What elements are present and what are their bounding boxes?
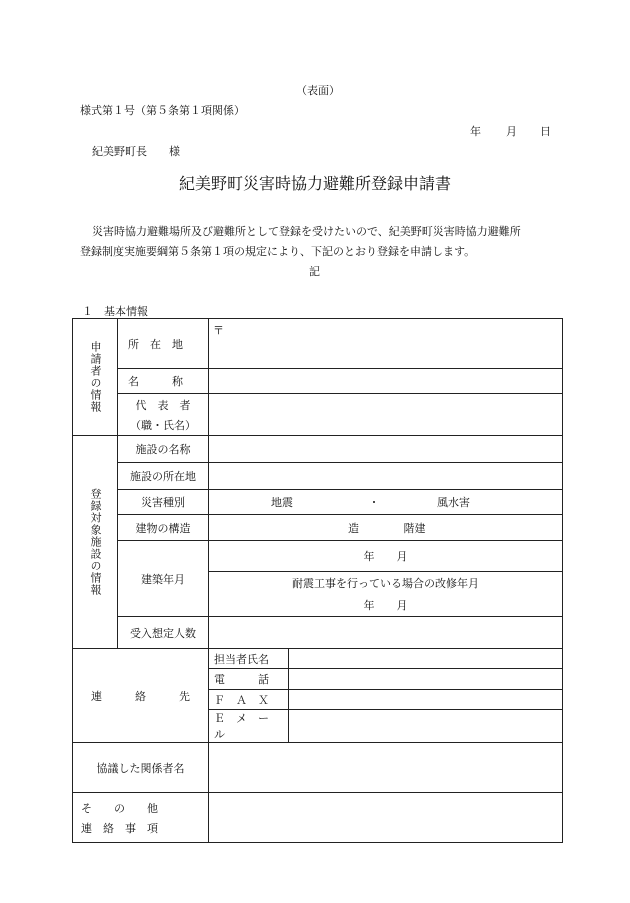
name-label: 名 称: [128, 375, 183, 388]
retrofit-note: 耐震工事を行っている場合の改修年月: [292, 577, 479, 590]
disaster-separator: ・: [368, 496, 380, 509]
contact-person-label: 担当者氏名: [209, 649, 289, 669]
row-capacity: [73, 617, 563, 649]
postal-mark: 〒: [213, 324, 224, 337]
body-line-1: 災害時協力避難場所及び避難所として登録を受けたいので、紀美野町災害時協力避難所: [92, 225, 521, 238]
address-field[interactable]: [209, 319, 563, 369]
basic-info-table: [72, 318, 563, 843]
built-year-field[interactable]: [209, 541, 563, 572]
row-contact-person: [73, 649, 563, 669]
contact-phone-label: 電 話: [209, 669, 289, 690]
capacity-field[interactable]: [209, 617, 563, 649]
other-label-line2: 連 絡 事 項: [81, 821, 158, 835]
structure-mid: 造: [348, 521, 359, 535]
structure-field[interactable]: [209, 515, 563, 541]
ki-label: 記: [309, 265, 320, 278]
address-label: 所 在 地: [128, 337, 183, 351]
structure-end: 階建: [403, 521, 426, 535]
contact-group-label: 連 絡 先: [73, 649, 209, 743]
contact-fax-field[interactable]: [289, 690, 563, 710]
section-heading: １ 基本情報: [82, 305, 148, 318]
document-title: 紀美野町災害時協力避難所登録申請書: [178, 174, 451, 193]
facility-group-label: 登録対象施設の情報: [89, 488, 102, 596]
disaster-type-field[interactable]: [209, 490, 563, 515]
rep-sub-label: （職・氏名）: [130, 418, 196, 432]
built-year-value: 年 月: [363, 550, 408, 563]
body-line-2: 登録制度実施要綱第５条第１項の規定により、下記のとおり登録を申請します。: [80, 245, 476, 258]
body-text: [80, 222, 570, 262]
capacity-label: 受入想定人数: [118, 617, 209, 649]
retrofit-field[interactable]: [209, 572, 563, 617]
structure-label: 建物の構造: [118, 515, 209, 541]
row-consulted: [73, 743, 563, 793]
rep-label-cell: [118, 394, 209, 436]
facility-name-label: 施設の名称: [118, 436, 209, 463]
row-structure: [73, 515, 563, 541]
row-applicant-rep: [73, 394, 563, 436]
applicant-group-cell: [73, 319, 118, 436]
disaster-type-label: 災害種別: [118, 490, 209, 515]
row-facility-address: [73, 463, 563, 490]
name-label-cell: [118, 369, 209, 394]
contact-email-label: Ｅ メ ー ル: [209, 710, 289, 743]
contact-fax-label: Ｆ Ａ Ｘ: [209, 690, 289, 710]
row-facility-name: [73, 436, 563, 463]
recipient: 紀美野町長 様: [92, 145, 180, 158]
other-label-line1: そ の 他: [81, 801, 158, 815]
disaster-opt-earthquake[interactable]: 地震: [271, 496, 293, 509]
form-number: 様式第１号（第５条第１項関係）: [80, 104, 245, 117]
other-field[interactable]: [209, 793, 563, 843]
disaster-opt-flood[interactable]: 風水害: [437, 496, 470, 509]
facility-name-field[interactable]: [209, 436, 563, 463]
facility-address-label: 施設の所在地: [118, 463, 209, 490]
applicant-group-label: 申請者の情報: [89, 341, 102, 413]
retrofit-value: 年 月: [363, 599, 408, 612]
name-field[interactable]: [209, 369, 563, 394]
date-day: 日: [540, 125, 551, 138]
date-year: 年: [470, 125, 481, 138]
built-year-label: 建築年月: [118, 541, 209, 617]
contact-email-field[interactable]: [289, 710, 563, 743]
other-label-cell: [73, 793, 209, 843]
row-other: [73, 793, 563, 843]
contact-phone-field[interactable]: [289, 669, 563, 690]
row-built-year: [73, 541, 563, 572]
address-label-cell: [118, 319, 209, 369]
facility-address-field[interactable]: [209, 463, 563, 490]
contact-person-field[interactable]: [289, 649, 563, 669]
row-applicant-address: [73, 319, 563, 369]
row-disaster-type: [73, 490, 563, 515]
page-side-label: （表面）: [296, 84, 340, 97]
rep-field[interactable]: [209, 394, 563, 436]
consulted-field[interactable]: [209, 743, 563, 793]
facility-group-cell: [73, 436, 118, 649]
rep-label: 代 表 者: [135, 398, 191, 412]
row-applicant-name: [73, 369, 563, 394]
consulted-label: 協議した関係者名: [73, 743, 209, 793]
date-month: 月: [506, 125, 517, 138]
